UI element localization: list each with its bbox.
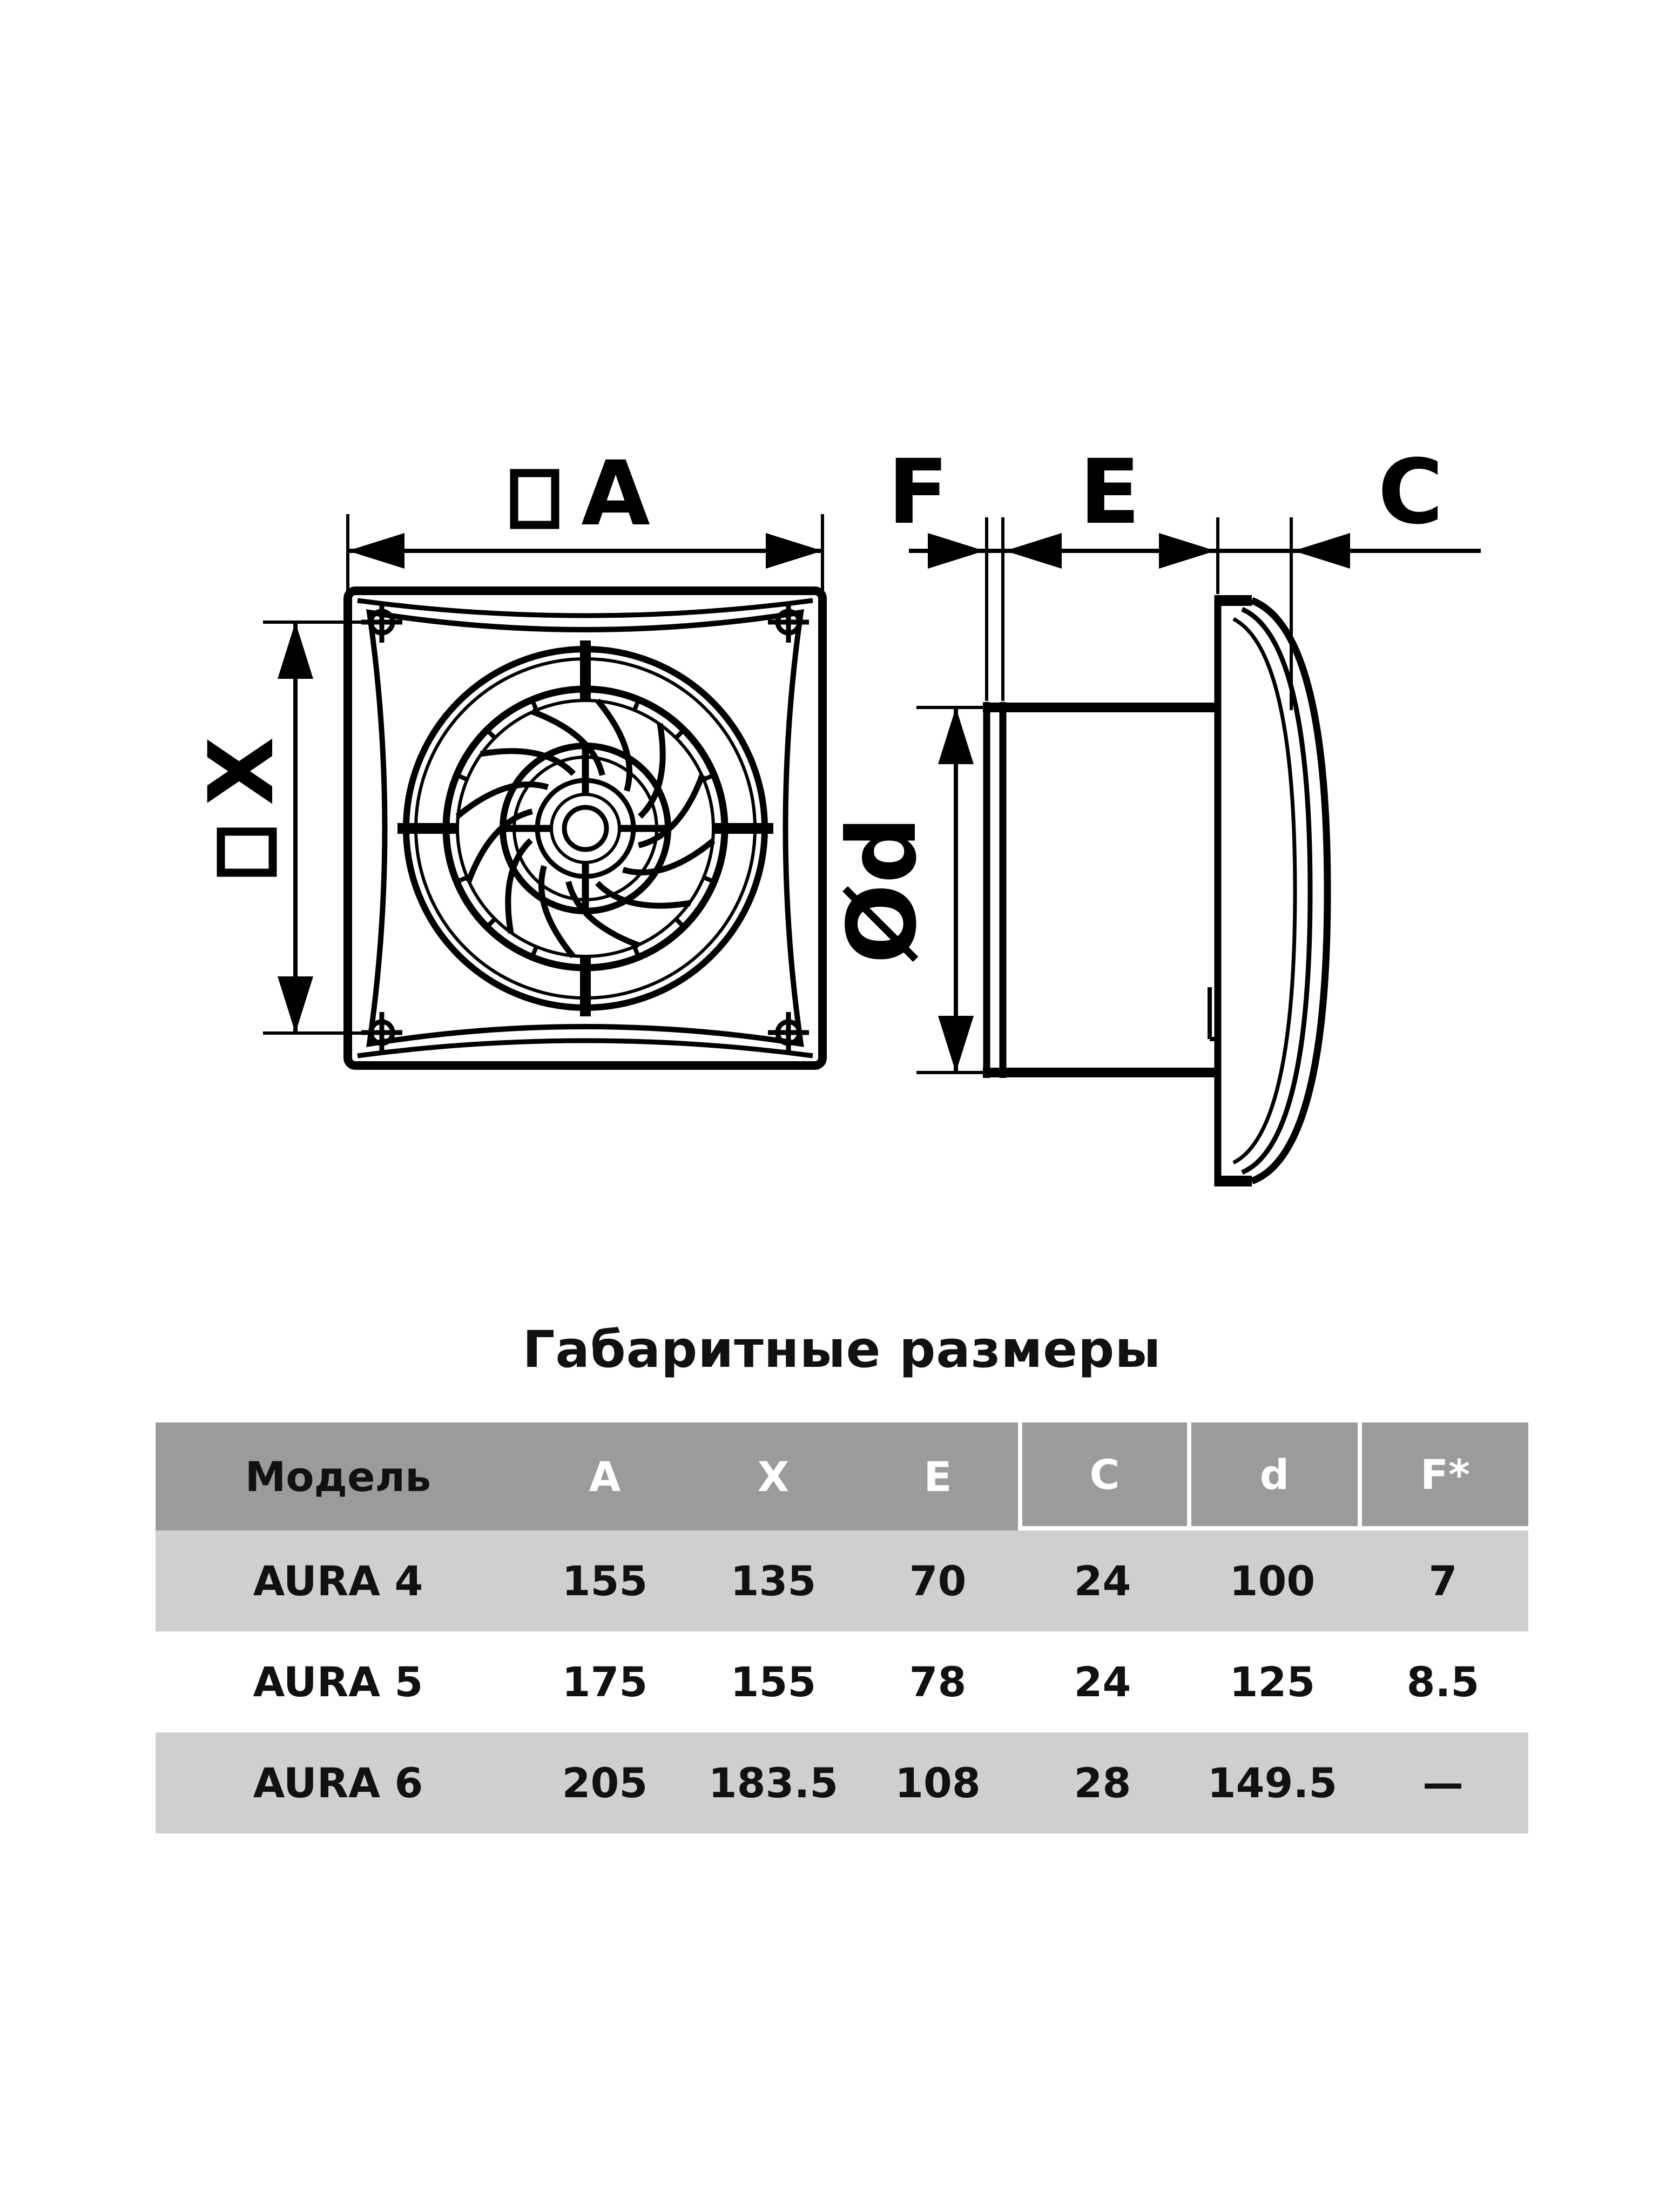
dim-e-label: E — [1079, 440, 1141, 544]
cover-profile — [1218, 595, 1327, 1186]
arrow-down-icon — [938, 1016, 974, 1073]
cell-d: 100 — [1187, 1530, 1358, 1631]
header-e: E — [858, 1422, 1018, 1530]
table-row — [156, 1631, 1528, 1732]
square-symbol — [514, 473, 555, 525]
arrow-left-icon — [1293, 533, 1350, 569]
header-a: A — [521, 1422, 689, 1530]
header-d: d — [1187, 1422, 1358, 1526]
dim-f-label: F — [887, 440, 949, 544]
header-model: Модель — [156, 1422, 521, 1530]
side-view — [983, 595, 1327, 1186]
cell-e: 70 — [858, 1530, 1018, 1631]
cell-a: 205 — [521, 1732, 689, 1833]
dimension-fec — [888, 440, 1481, 710]
dim-a-label: A — [581, 442, 650, 545]
square-symbol — [221, 832, 273, 873]
arrow-right-icon — [766, 533, 822, 569]
cell-f: 7 — [1358, 1530, 1528, 1631]
cell-x: 183.5 — [689, 1732, 858, 1833]
cell-c: 24 — [1018, 1631, 1187, 1732]
cell-model: AURA 4 — [156, 1530, 521, 1631]
duct — [983, 702, 1218, 1078]
cell-e: 78 — [858, 1631, 1018, 1732]
header-c: C — [1018, 1422, 1187, 1526]
table-row — [156, 1732, 1528, 1833]
cell-d: 149.5 — [1187, 1732, 1358, 1833]
dimensions-table — [156, 1422, 1528, 1833]
cell-a: 155 — [521, 1530, 689, 1631]
arrow-left-icon — [1005, 533, 1062, 569]
dim-diameter-label: Ød — [828, 815, 938, 965]
arrow-up-icon — [938, 707, 974, 764]
arrow-right-icon — [1159, 533, 1216, 569]
cell-f: — — [1358, 1732, 1528, 1833]
table-header-row — [156, 1422, 1528, 1530]
header-f: F* — [1358, 1422, 1528, 1526]
section-title: Габаритные размеры — [522, 1320, 1162, 1379]
cell-d: 125 — [1187, 1631, 1358, 1732]
cell-x: 155 — [689, 1631, 858, 1732]
cell-c: 24 — [1018, 1530, 1187, 1631]
arrow-left-icon — [348, 533, 404, 569]
dimension-a — [348, 442, 822, 591]
arrow-down-icon — [278, 976, 313, 1033]
table-row — [156, 1530, 1528, 1631]
arrow-up-icon — [278, 622, 313, 679]
cell-e: 108 — [858, 1732, 1018, 1833]
cell-a: 175 — [521, 1631, 689, 1732]
header-x: X — [689, 1422, 858, 1530]
dim-x-label: X — [190, 737, 293, 806]
cell-x: 135 — [689, 1530, 858, 1631]
cell-model: AURA 5 — [156, 1631, 521, 1732]
dim-c-label: C — [1378, 440, 1444, 544]
front-view — [348, 591, 822, 1065]
cell-c: 28 — [1018, 1732, 1187, 1833]
cell-f: 8.5 — [1358, 1631, 1528, 1732]
cell-model: AURA 6 — [156, 1732, 521, 1833]
dimension-d — [828, 707, 1004, 1073]
